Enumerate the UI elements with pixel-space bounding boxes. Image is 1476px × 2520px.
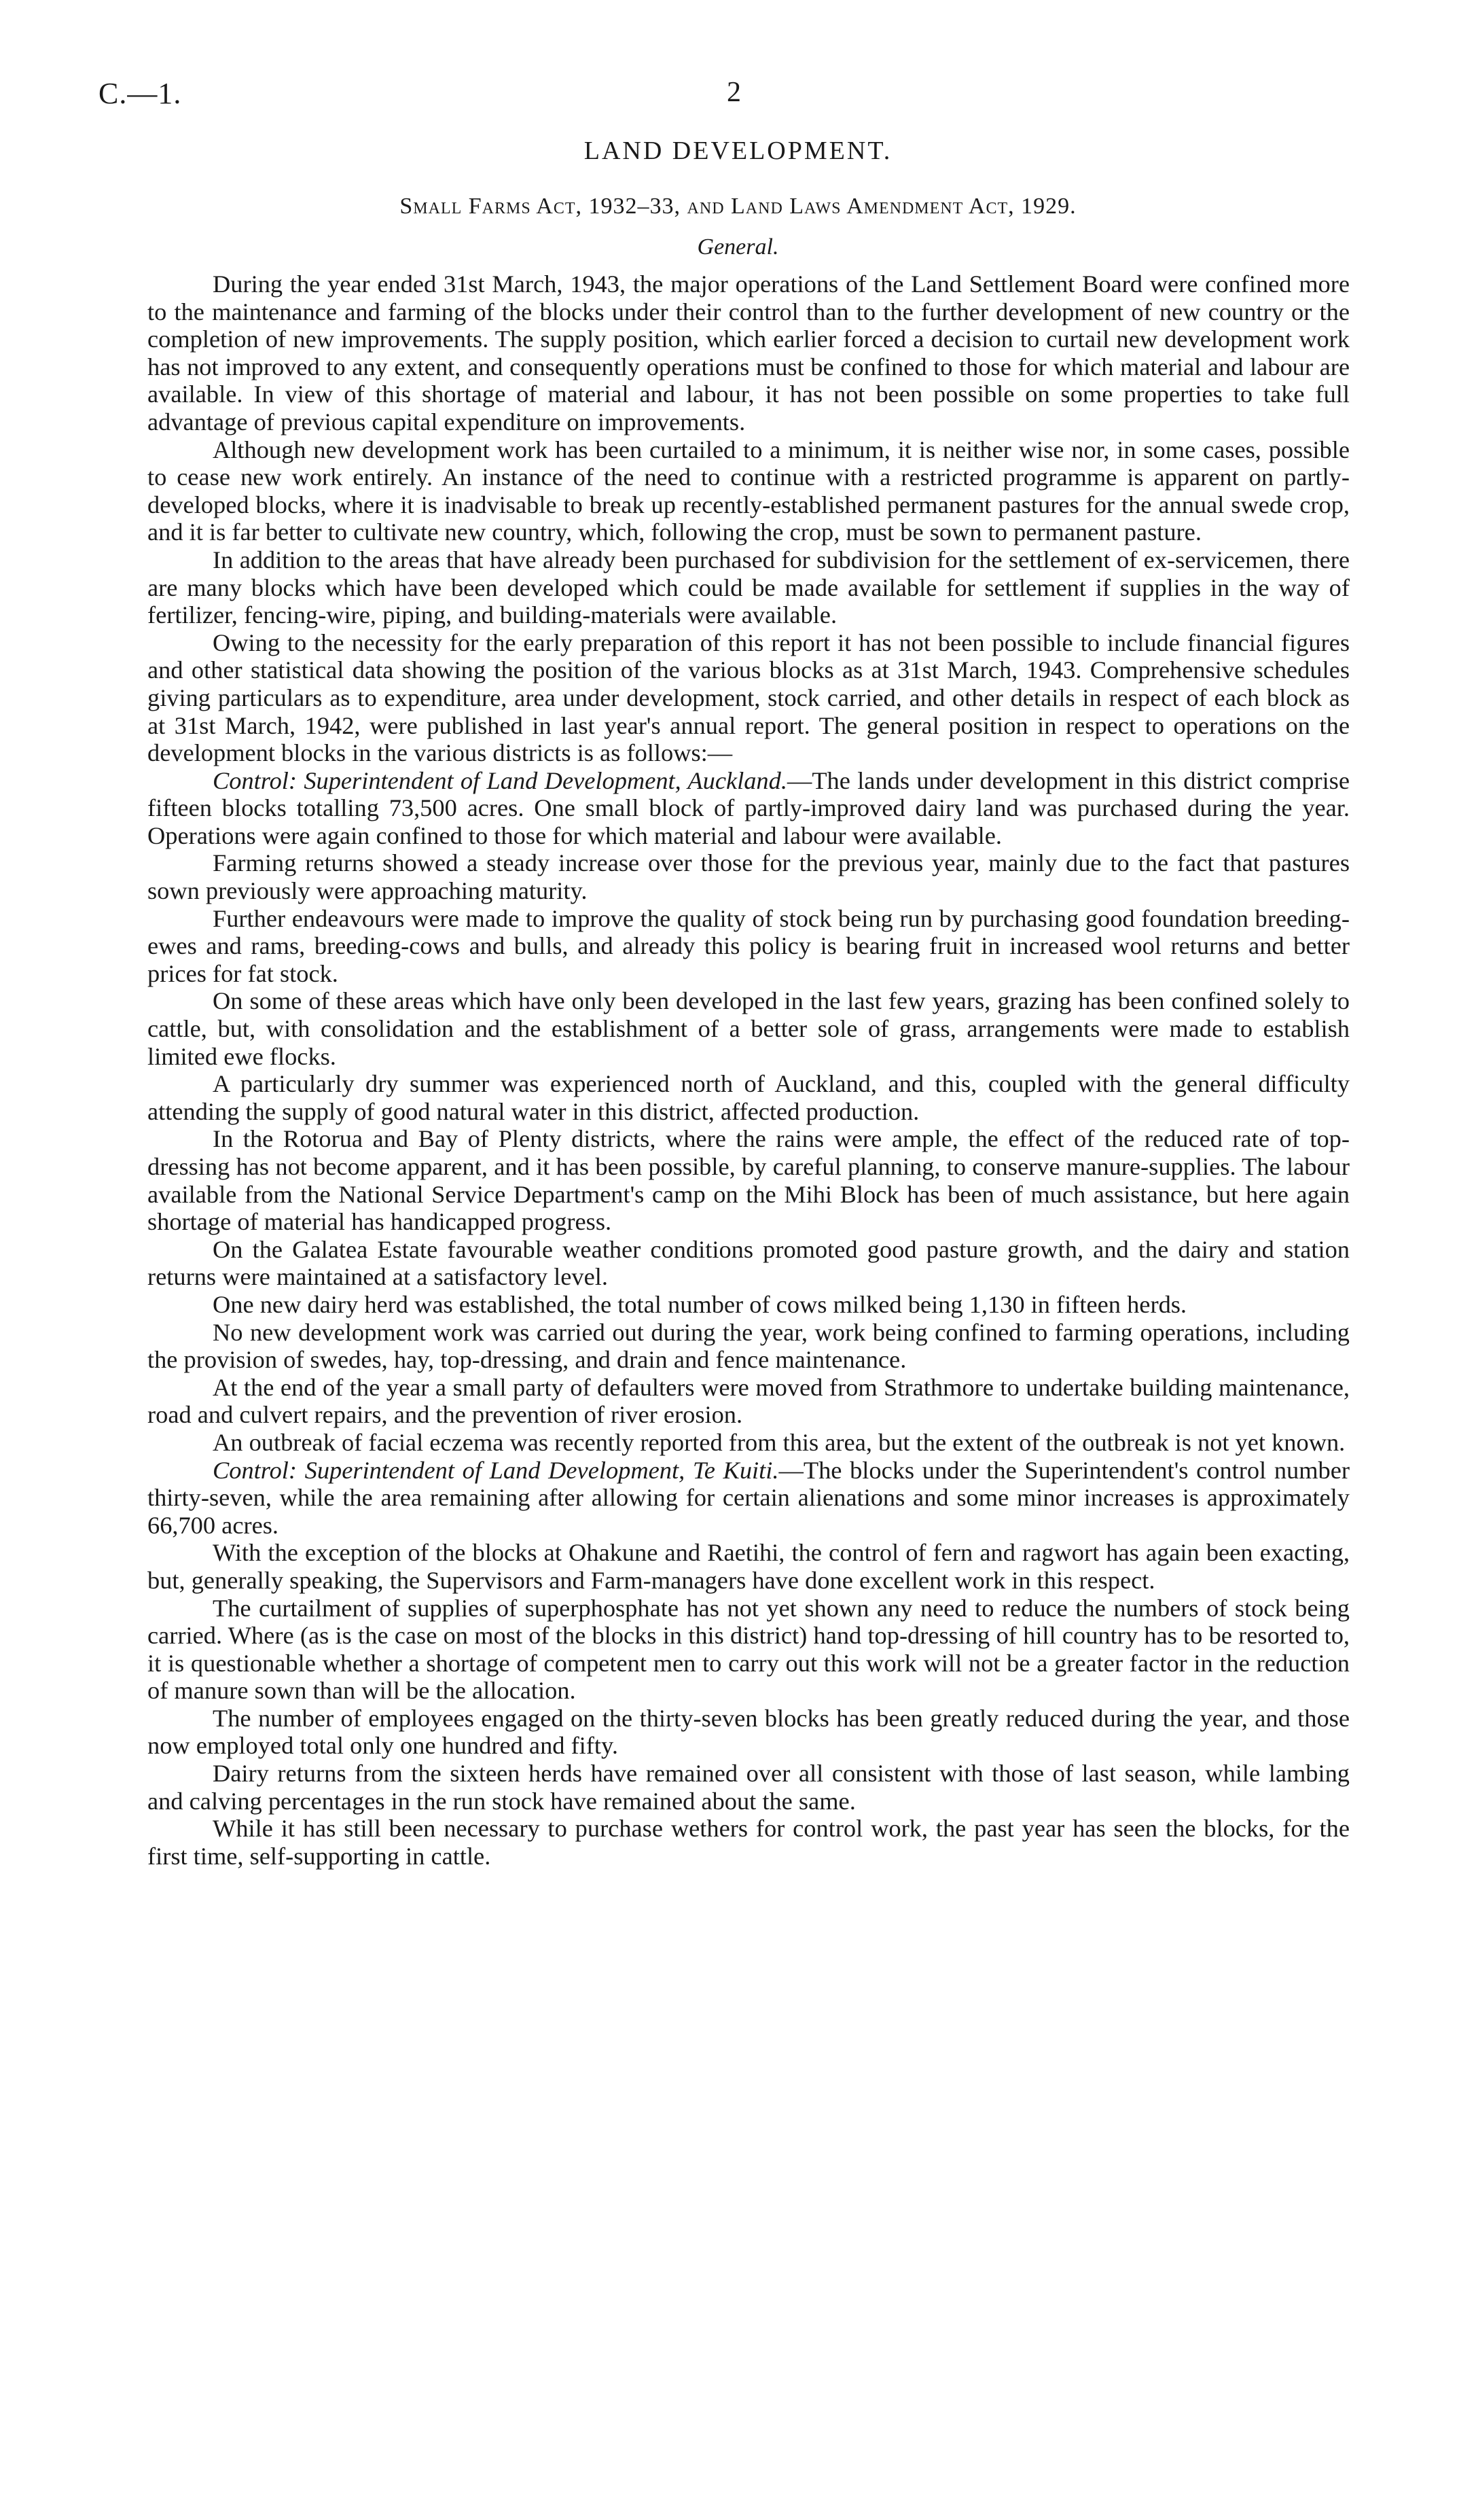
paragraph: [147, 987, 1350, 1070]
paragraph: [147, 1291, 1350, 1319]
paragraph-text: The number of employees engaged on the thirty-seven blocks has been greatly reduced during the year, and those now employed total only one hundred and fifty.: [147, 1704, 1350, 1760]
paragraph: [147, 905, 1350, 988]
paragraph: [147, 1539, 1350, 1594]
paragraph: [147, 1319, 1350, 1374]
paragraph: [147, 436, 1350, 546]
paragraph: [147, 1815, 1350, 1870]
paragraph-text: On the Galatea Estate favourable weather conditions promoted good pasture growth, and the dairy and station returns were maintained at a satisfactory level.: [147, 1235, 1350, 1291]
paragraph-text: A particularly dry summer was experienced north of Auckland, and this, coupled with the general difficulty attending the supply of good natural water in this district, affected production.: [147, 1070, 1350, 1125]
paragraph-text: —The lands under development in this district comprise fifteen blocks totalling 73,500 acres. One small block of partly-improved dairy land was purchased during the year. Operations were again confined to those for which material and labour were available.: [147, 766, 1350, 849]
paragraph: [147, 767, 1350, 850]
paragraph-text: While it has still been necessary to purchase wethers for control work, the past year has seen the blocks, for the first time, self-supporting in cattle.: [147, 1815, 1350, 1870]
paragraph: [147, 1236, 1350, 1291]
paragraph: [147, 1705, 1350, 1760]
paragraph: [147, 270, 1350, 436]
paragraph-text: Owing to the necessity for the early preparation of this report it has not been possible to include financial figures and other statistical data showing the position of the various blocks as at 31st March, 1943. Comprehensive schedules giving particulars as to expenditure, area under development, stock carried, and other details in respect of each block as at 31st March, 1942, were published in last year's annual report. The general position in respect to operations on the development blocks in the various districts is as follows:—: [147, 628, 1350, 767]
paragraph-text: In the Rotorua and Bay of Plenty districts, where the rains were ample, the effect of the reduced rate of top-dressing has not become apparent, and it has been possible, by careful planning, to conserve manure-supplies. The labour available from the National Service Department's camp on the Mihi Block has been of much assistance, but here again shortage of material has handicapped progress.: [147, 1125, 1350, 1236]
paragraph: [147, 1429, 1350, 1457]
paragraph-text: Dairy returns from the sixteen herds have remained over all consistent with those of last season, while lambing and calving percentages in the run stock have remained about the same.: [147, 1760, 1350, 1815]
district-lead: Control: Superintendent of Land Development, Te Kuiti.: [213, 1456, 779, 1484]
paragraph-text: Further endeavours were made to improve the quality of stock being run by purchasing good foundation breeding-ewes and rams, breeding-cows and bulls, and already this policy is bearing fruit in increased wool returns and better prices for fat stock.: [147, 904, 1350, 987]
district-lead: Control: Superintendent of Land Development, Auckland.: [213, 766, 787, 794]
act-subheading: Small Farms Act, 1932–33, and Land Laws Amendment Act, 1929.: [399, 194, 1077, 219]
paragraph-text: During the year ended 31st March, 1943, the major operations of the Land Settlement Board were confined more to the maintenance and farming of the blocks under their control than to the further development of new country or the completion of new improvements. The supply position, which earlier forced a decision to curtail new development work has not improved to any extent, and consequently operations must be confined to those for which material and labour are available. In view of this shortage of material and labour, it has not been possible on some properties to take full advantage of previous capital expenditure on improvements.: [147, 270, 1350, 436]
paragraph-text: On some of these areas which have only been developed in the last few years, grazing has been confined solely to cattle, but, with consolidation and the establishment of a better sole of grass, arrangements were made to establish limited ewe flocks.: [147, 987, 1350, 1070]
paragraph: [147, 1595, 1350, 1705]
paragraph: [147, 1125, 1350, 1235]
document-reference: C.—1.: [98, 77, 182, 110]
paragraph-text: Farming returns showed a steady increase over those for the previous year, mainly due to the fact that pastures sown previously were approaching maturity.: [147, 849, 1350, 905]
paragraph: [147, 849, 1350, 904]
paragraph-text: One new dairy herd was established, the total number of cows milked being 1,130 in fifteen herds.: [213, 1290, 1187, 1318]
paragraph-text: At the end of the year a small party of defaulters were moved from Strathmore to undertake building maintenance, road and culvert repairs, and the prevention of river erosion.: [147, 1373, 1350, 1429]
paragraph: [147, 1760, 1350, 1815]
paragraph: [147, 629, 1350, 767]
body-text: [147, 270, 1350, 1870]
page-number: 2: [727, 77, 741, 108]
paragraph-text: With the exception of the blocks at Ohakune and Raetihi, the control of fern and ragwort has again been exacting, but, generally speaking, the Supervisors and Farm-managers have done excellent work in this respect.: [147, 1539, 1350, 1594]
paragraph-text: An outbreak of facial eczema was recently reported from this area, but the extent of the outbreak is not yet known.: [213, 1428, 1346, 1456]
paragraph-text: In addition to the areas that have already been purchased for subdivision for the settlement of ex-servicemen, there are many blocks which have been developed which could be made available for settlement if supplies in the way of fertilizer, fencing-wire, piping, and building-materials were available.: [147, 546, 1350, 629]
page-heading: LAND DEVELOPMENT.: [583, 137, 893, 165]
paragraph-text: —The blocks under the Superintendent's control number thirty-seven, while the area remaining after allowing for certain alienations and some minor increases is approximately 66,700 acres.: [147, 1456, 1350, 1539]
paragraph-text: Although new development work has been curtailed to a minimum, it is neither wise nor, in some cases, possible to cease new work entirely. An instance of the need to continue with a restricted programme is apparent on partly-developed blocks, where it is inadvisable to break up recently-established permanent pastures for the annual swede crop, and it is far better to cultivate new country, which, following the crop, must be sown to permanent pasture.: [147, 436, 1350, 546]
paragraph-text: The curtailment of supplies of superphosphate has not yet shown any need to reduce the numbers of stock being carried. Where (as is the case on most of the blocks in this district) hand top-dressing of hill country has to be resorted to, it is questionable whether a shortage of competent men to carry out this work will not be a greater factor in the reduction of manure sown than will be the allocation.: [147, 1594, 1350, 1705]
paragraph-text: No new development work was carried out during the year, work being confined to farming operations, including the provision of swedes, hay, top-dressing, and drain and fence maintenance.: [147, 1318, 1350, 1374]
paragraph: [147, 1457, 1350, 1540]
paragraph: [147, 1374, 1350, 1429]
section-title: General.: [697, 234, 779, 260]
paragraph: [147, 546, 1350, 629]
paragraph: [147, 1070, 1350, 1125]
